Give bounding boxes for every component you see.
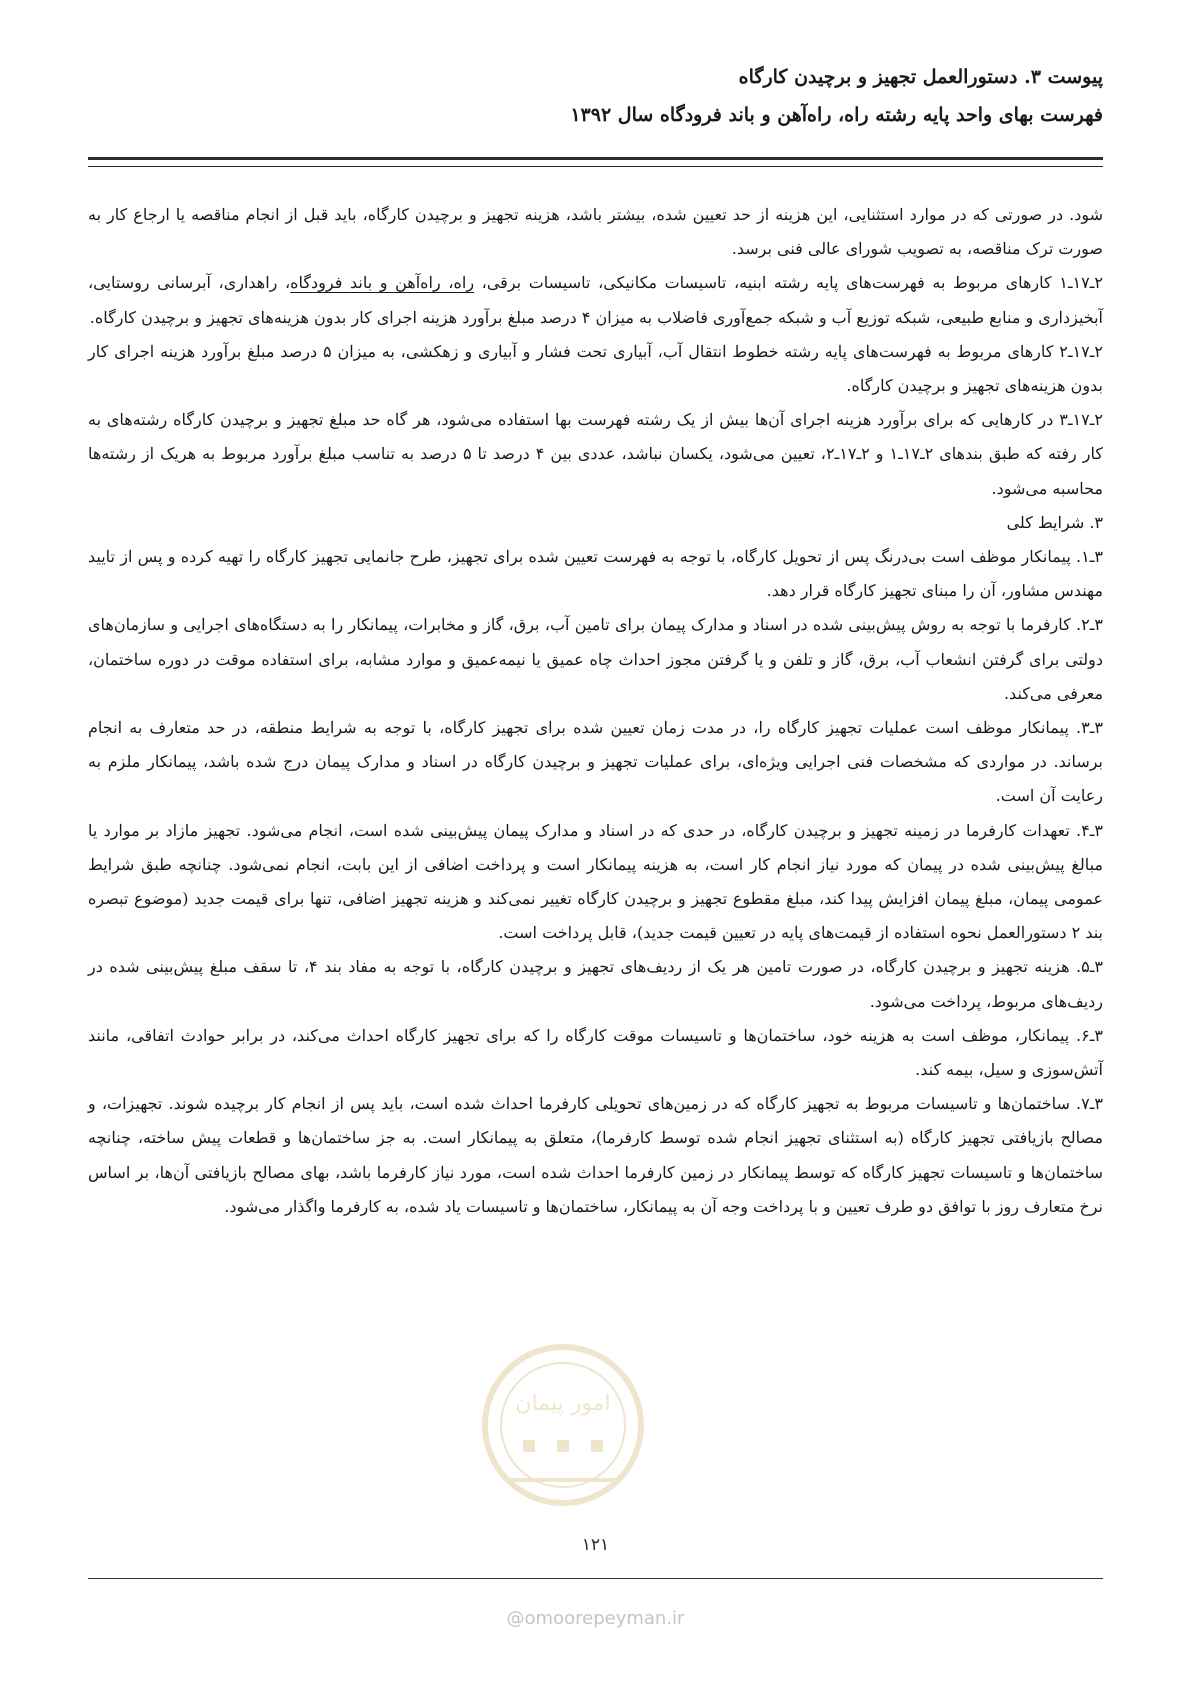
paragraph-2-17-1: [88, 266, 1103, 334]
paragraph-continuation: شود. در صورتی که در موارد استثنایی، این هزینه از حد تعیین شده، بیشتر باشد، هزینه تجهیز و برچیدن کارگاه، باید قبل از انجام مناقصه یا ارجاع کار به صورت ترک مناقصه، به تصویب شورای عالی فنی برسد.: [88, 205, 1103, 259]
paragraph-3-3: ۳ـ۳. پیمانکار موظف است عملیات تجهیز کارگاه را، در مدت زمان تعیین شده برای تجهیز کارگاه، با توجه به شرایط منطقه، در حد متعارف به انجام برساند. در مواردی که مشخصات فنی اجرایی ویژه‌ای، برای عملیات تجهیز و برچیدن کارگاه در اسناد و مدارک پیمان درج شده باشد، پیمانکار ملزم به رعایت آن است.: [88, 718, 1104, 806]
paragraph-3-1: ۳ـ۱. پیمانکار موظف است بی‌درنگ پس از تحویل کارگاه، با توجه به فهرست تعیین شده برای تجهیز، طرح جانمایی تجهیز کارگاه را تهیه کرده و پس از تایید مهندس مشاور، آن را مبنای تجهیز کارگاه قرار دهد.: [88, 547, 1103, 601]
paragraph-text: ۲ـ۱۷ـ۱ کارهای مربوط به فهرست‌های پایه رشته ابنیه، تاسیسات مکانیکی، تاسیسات برقی،: [474, 273, 1103, 293]
price-list-title: فهرست بهای واحد پایه رشته راه، راه‌آهن و باند فرودگاه سال ۱۳۹۲: [570, 104, 1103, 126]
paragraph-text: ، راهداری، آبرسانی روستایی، آبخیزداری و منابع طبیعی، شبکه توزیع آب و شبکه جمع‌آوری فاضلاب به میزان ۴ درصد مبلغ برآورد هزینه اجرای کار بدون هزینه‌های تجهیز و برچیدن کارگاه.: [88, 273, 1103, 327]
underlined-field-name: راه، راه‌آهن و باند فرودگاه: [290, 273, 475, 293]
document-body: [88, 198, 1103, 1224]
page-header: [88, 58, 1103, 134]
appendix-title: پیوست ۳. دستورالعمل تجهیز و برچیدن کارگاه: [738, 66, 1103, 88]
paragraph-3-6: ۳ـ۶. پیمانکار، موظف است به هزینه خود، ساختمان‌ها و تاسیسات موقت کارگاه را که برای تجهیز کارگاه احداث می‌کند، در برابر حوادث اتفاقی، مانند آتش‌سوزی و سیل، بیمه کند.: [88, 1025, 1104, 1080]
svg-text:امور پیمان: امور پیمان: [515, 1391, 611, 1416]
page-number: ۱۲۱: [581, 1535, 610, 1555]
watermark-seal-icon: [478, 1340, 648, 1540]
footer-rule: [88, 1578, 1103, 1579]
watermark-url: @omoorepeyman.ir: [506, 1608, 685, 1629]
paragraph-2-17-3: ۲ـ۱۷ـ۳ در کارهایی که برای برآورد هزینه اجرای آن‌ها بیش از یک رشته فهرست بها استفاده می‌شود، هر گاه حد مبلغ تجهیز و برچیدن کارگاه رشته‌های به کار رفته که طبق بندهای ۲ـ۱۷ـ۱ و ۲ـ۱۷ـ۲، تعیین می‌شود، یکسان نباشد، عددی بین ۴ درصد تا ۵ درصد به تناسب مبلغ برآورد مربوط به هریک از رشته‌ها محاسبه می‌شود.: [88, 410, 1103, 498]
paragraph-3-7: ۳ـ۷. ساختمان‌ها و تاسیسات مربوط به تجهیز کارگاه که در زمین‌های تحویلی کارفرما احداث شده است، باید پس از انجام کار برچیده شوند. تجهیزات، و مصالح بازیافتی تجهیز کارگاه (به استثنای تجهیز انجام شده توسط کارفرما)، متعلق به پیمانکار است. به جز ساختمان‌ها و قطعات پیش ساخته، چنانچه ساختمان‌ها و تاسیسات تجهیز کارگاه که توسط پیمانکار در زمین کارفرما احداث شده است، مورد نیاز کارفرما باشد، بهای مصالح بازیافتی آن‌ها، بر اساس نرخ متعارف روز با توافق دو طرف تعیین و با پرداخت وجه آن به پیمانکار، ساختمان‌ها و تاسیسات یاد شده، به کارفرما واگذار می‌شود.: [88, 1094, 1104, 1216]
paragraph-3-4: ۳ـ۴. تعهدات کارفرما در زمینه تجهیز و برچیدن کارگاه، در حدی که در اسناد و مدارک پیمان پیش‌بینی شده است، انجام می‌شود. تجهیز مازاد بر موارد یا مبالغ پیش‌بینی شده در پیمان که مورد نیاز انجام کار است، به هزینه پیمانکار است و پرداخت اضافی از این بابت، انجام نمی‌شود. چنانچه طبق شرایط عمومی پیمان، مبلغ پیمان افزایش پیدا کند، مبلغ مقطوع تجهیز و برچیدن کارگاه تغییر نمی‌کند و هزینه تجهیز اضافی، تنها برای قیمت جدید (موضوع تبصره بند ۲ دستورالعمل نحوه استفاده از قیمت‌های پایه در تعیین قیمت جدید)، قابل پرداخت است.: [88, 820, 1103, 943]
section-heading-general-conditions: ۳. شرایط کلی: [1006, 512, 1103, 532]
paragraph-3-5: ۳ـ۵. هزینه تجهیز و برچیدن کارگاه، در صورت تامین هر یک از ردیف‌های تجهیز و برچیدن کارگاه، با توجه به مفاد بند ۴، تا سقف مبلغ پیش‌بینی شده در ردیف‌های مربوط، پرداخت می‌شود.: [88, 957, 1103, 1011]
paragraph-3-2: ۳ـ۲. کارفرما با توجه به روش پیش‌بینی شده در اسناد و مدارک پیمان برای تامین آب، برق، گاز و مخابرات، پیمانکار را به دستگاه‌های اجرایی و سازمان‌های دولتی برای گرفتن انشعاب آب، برق، گاز و تلفن و یا گرفتن مجوز احداث چاه عمیق یا نیمه‌عمیق و موارد مشابه، برای استفاده موقت در دوره ساختمان، معرفی می‌کند.: [88, 615, 1103, 703]
paragraph-2-17-2: ۲ـ۱۷ـ۲ کارهای مربوط به فهرست‌های پایه رشته خطوط انتقال آب، آبیاری تحت فشار و آبیاری و زهکشی، به میزان ۵ درصد مبلغ برآورد هزینه اجرای کار بدون هزینه‌های تجهیز و برچیدن کارگاه.: [88, 341, 1103, 396]
header-double-rule: [88, 157, 1103, 167]
